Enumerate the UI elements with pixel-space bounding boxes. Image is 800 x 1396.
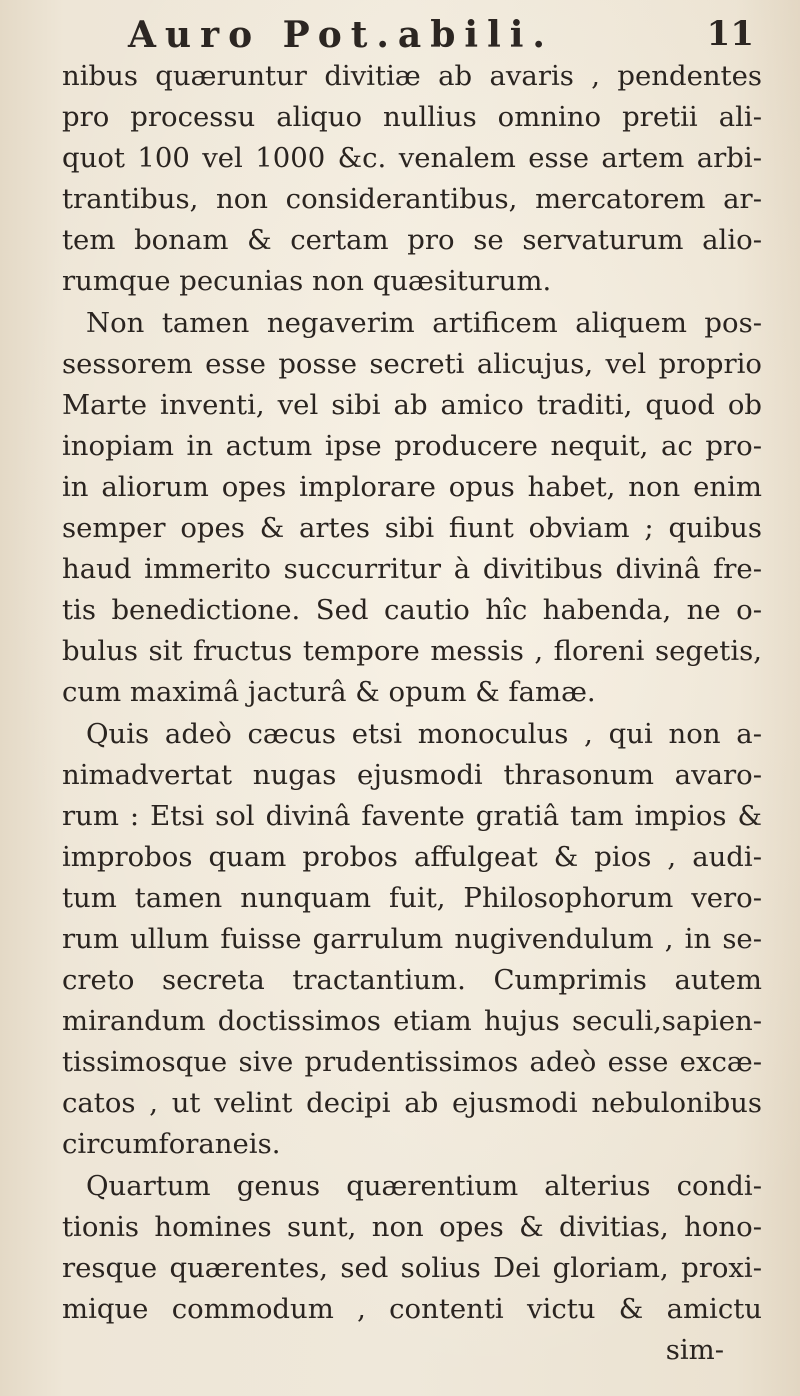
text-line: sim-: [665, 1333, 724, 1366]
text-line: semper opes & artes sibi fiunt obviam ; quibus: [62, 512, 762, 545]
text-line: catos , ut velint decipi ab ejusmodi nebulonibus: [62, 1087, 762, 1120]
text-line: tionis homines sunt, non opes & divitias, hono-: [62, 1210, 762, 1243]
text-line: rumque pecunias non quæsiturum.: [62, 265, 552, 298]
text-line: circumforaneis.: [62, 1128, 281, 1161]
text-line: Non tamen negaverim artificem aliquem pos-: [86, 306, 762, 339]
text-line: improbos quam probos affulgeat & pios , audi-: [62, 840, 762, 873]
text-line: tum tamen nunquam fuit, Philosophorum vero-: [62, 881, 762, 914]
text-line: bulus sit fructus tempore messis , floreni segetis,: [62, 635, 762, 668]
text-line: tis benedictione. Sed cautio hîc habenda, ne o-: [62, 594, 762, 627]
text-line: Quartum genus quærentium alterius condi-: [86, 1169, 762, 1202]
text-line: Quis adeò cæcus etsi monoculus , qui non a-: [86, 717, 762, 750]
body-text: [62, 56, 762, 1371]
text-line: sessorem esse posse secreti alicujus, vel proprio: [62, 347, 762, 380]
text-line: haud immerito succurritur à divitibus divinâ fre-: [62, 553, 762, 586]
text-line: tem bonam & certam pro se servaturum alio-: [62, 224, 762, 257]
text-line: creto secreta tractantium. Cumprimis autem: [62, 964, 762, 997]
page-number: 11: [706, 14, 754, 54]
text-line: trantibus, non considerantibus, mercatorem ar-: [62, 183, 762, 216]
text-line: pro processu aliquo nullius omnino pretii ali-: [62, 101, 762, 134]
text-line: Marte inventi, vel sibi ab amico traditi, quod ob: [62, 388, 762, 421]
text-line: in aliorum opes implorare opus habet, non enim: [62, 470, 762, 503]
text-line: nibus quæruntur divitiæ ab avaris , pendentes: [62, 60, 762, 92]
text-line: mique commodum , contenti victu & amictu: [62, 1292, 762, 1325]
text-line: nimadvertat nugas ejusmodi thrasonum avaro-: [62, 758, 762, 791]
text-line: cum maximâ jacturâ & opum & famæ.: [62, 676, 596, 709]
running-head: [0, 14, 800, 62]
text-line: resque quærentes, sed solius Dei gloriam, proxi-: [62, 1251, 762, 1284]
text-line: quot 100 vel 1000 &c. venalem esse artem arbi-: [62, 142, 762, 175]
text-line: rum ullum fuisse garrulum nugivendulum , in se-: [62, 922, 762, 955]
text-line: rum : Etsi sol divinâ favente gratiâ tam impios &: [62, 799, 762, 832]
running-head-title: Auro Pot.abili.: [128, 14, 554, 56]
text-line: mirandum doctissimos etiam hujus seculi,sapien-: [62, 1005, 762, 1038]
text-line: tissimosque sive prudentissimos adeò esse excæ-: [62, 1046, 762, 1079]
text-line: inopiam in actum ipse producere nequit, ac pro-: [62, 429, 762, 462]
